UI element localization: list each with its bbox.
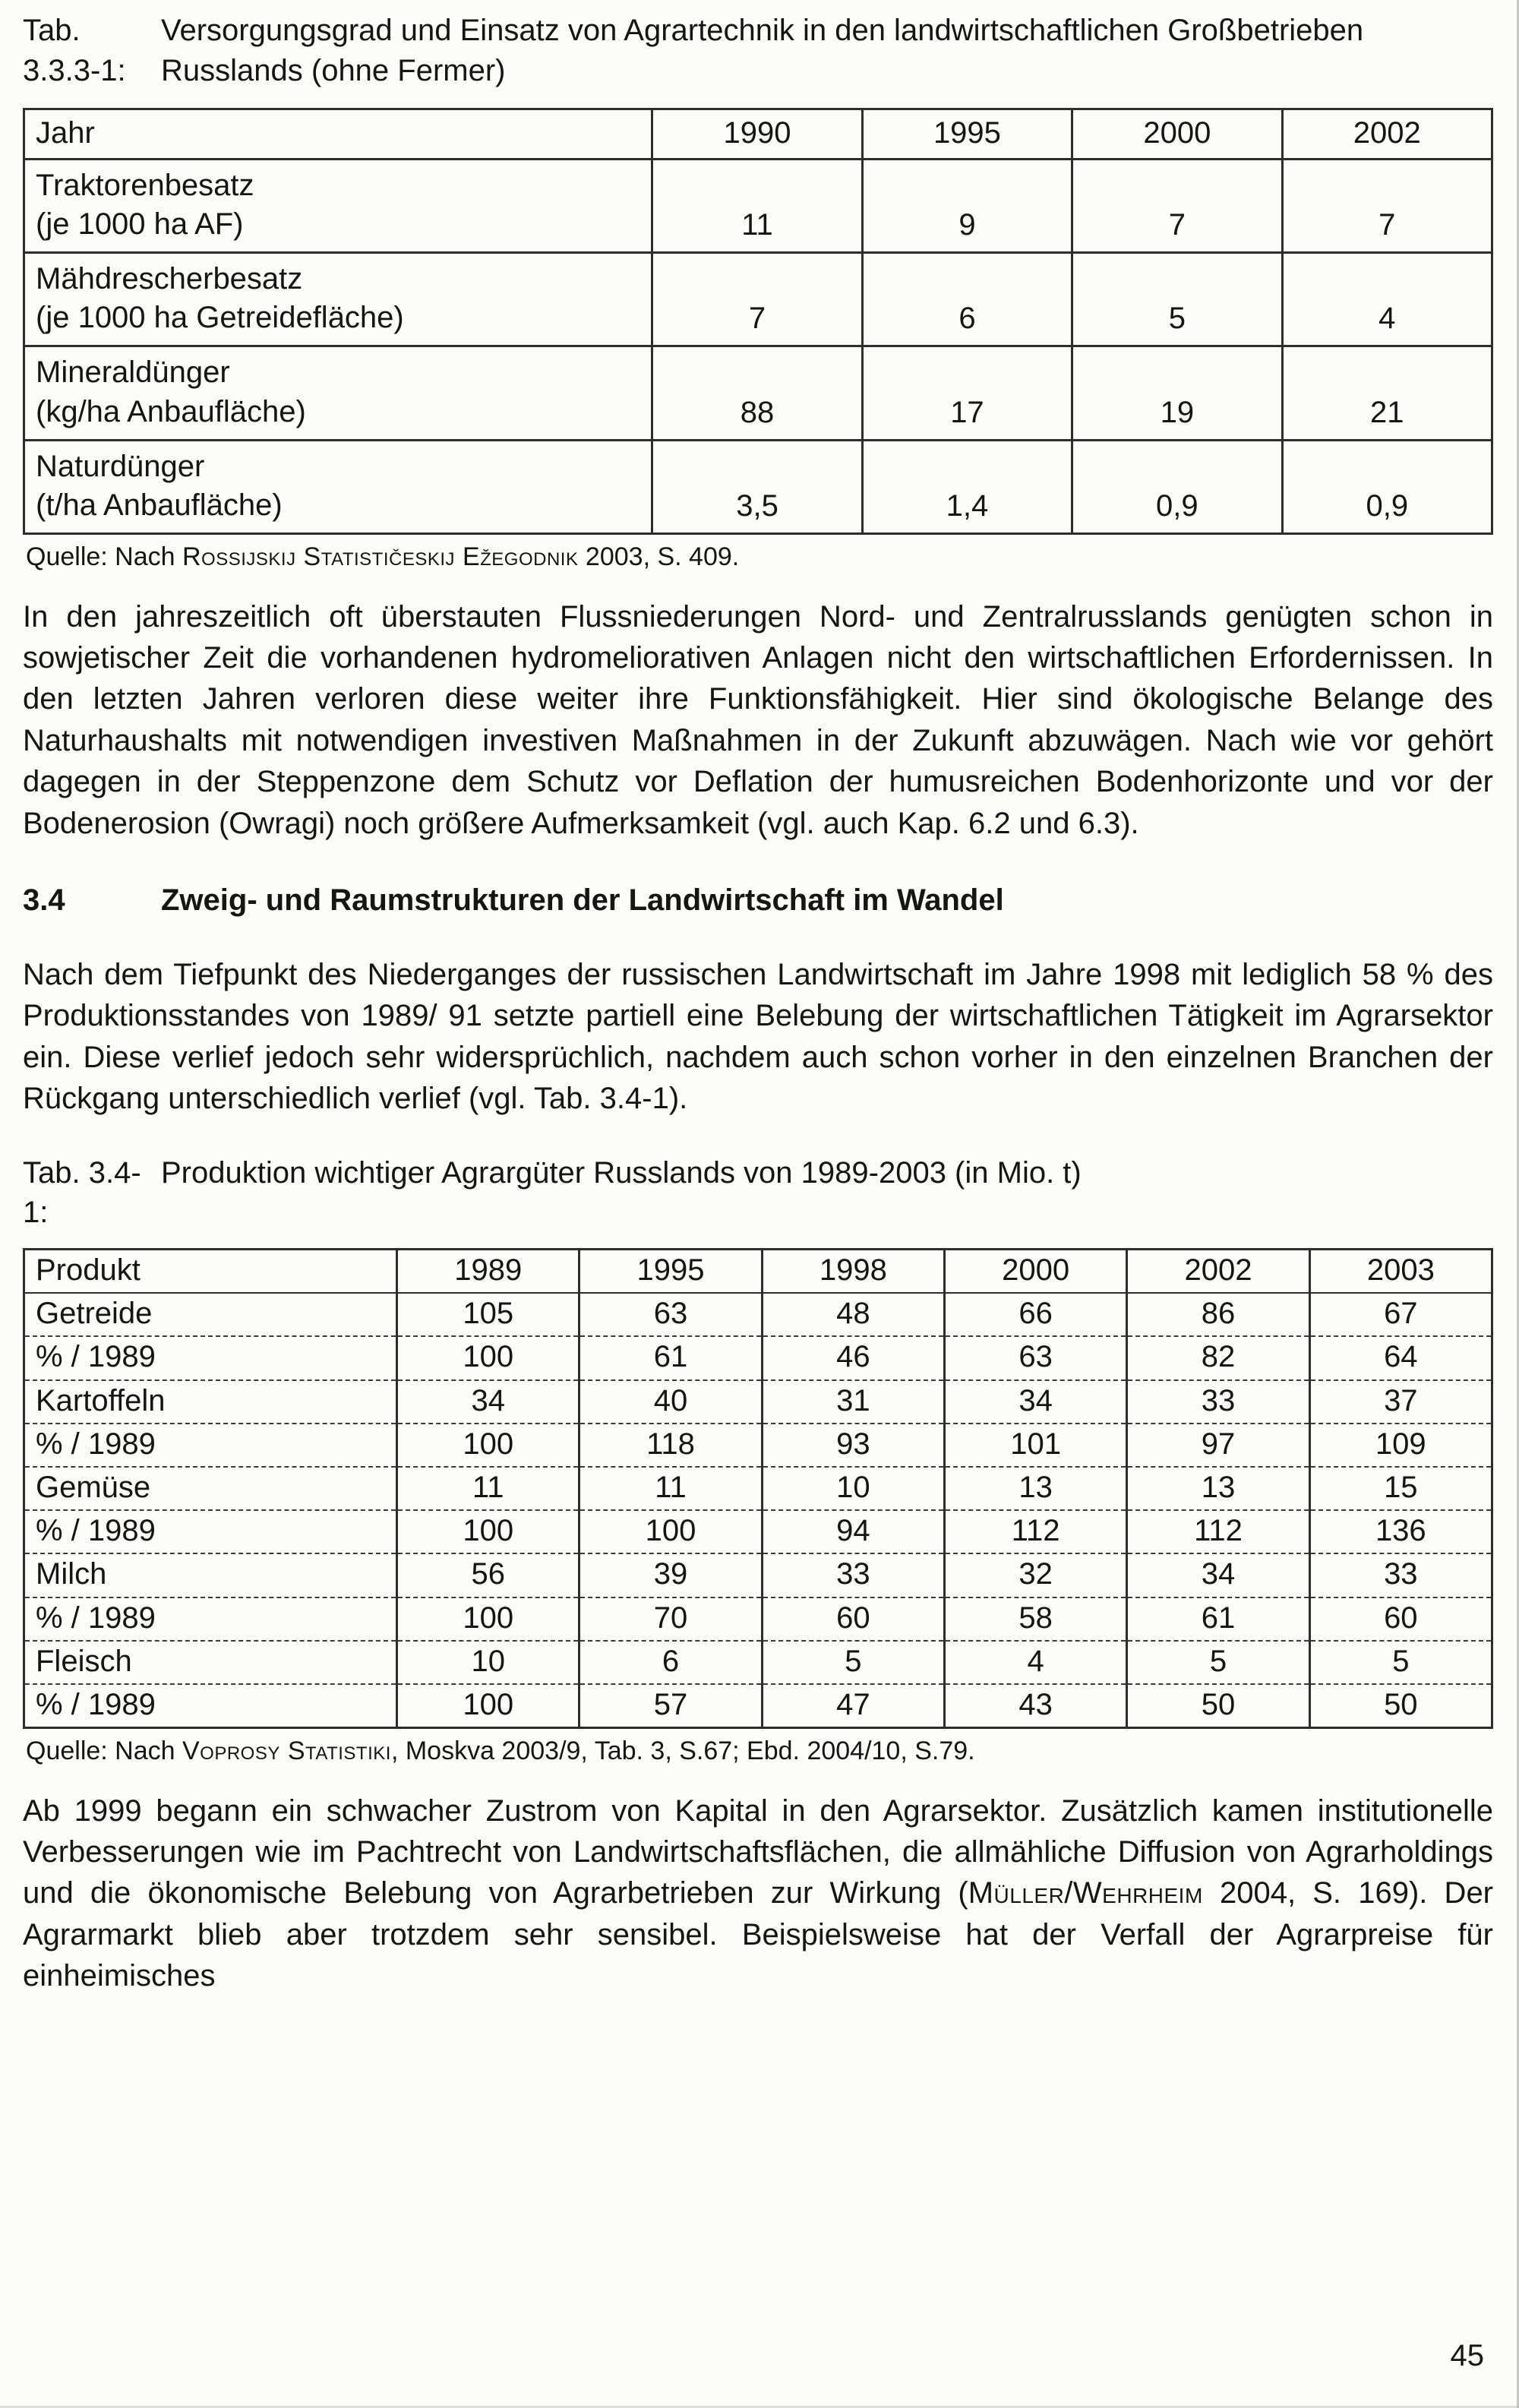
cell: 34 (945, 1380, 1127, 1424)
table2-caption-text: Produktion wichtiger Agrargüter Russlands von 1989-2003 (in Mio. t) (161, 1155, 1082, 1190)
table-row (24, 1467, 1492, 1510)
cell: 48 (762, 1293, 944, 1336)
cell: 60 (762, 1597, 944, 1641)
page-number: 45 (1450, 2339, 1484, 2372)
cell: 66 (945, 1293, 1127, 1336)
cell: 67 (1309, 1293, 1492, 1336)
paragraph-part: Ab 1999 begann ein schwacher Zustrom von Kapital in den Agrarsektor. Zusätzlich kamen institutionelle Verbesserungen wie im Pachtrecht von Landwirtschaftsflächen, die allmähliche Diffusion von Agrarholdings und die ökonomische Belebung von Agrarbetrieben zur Wirkung ( (23, 1793, 1493, 1910)
row-unit: (t/ha Anbaufläche) (36, 488, 283, 522)
cell: % / 1989 (24, 1510, 397, 1553)
cell: 46 (762, 1336, 944, 1379)
cell: 5 (1127, 1641, 1309, 1684)
cell: 100 (397, 1597, 579, 1641)
value-cell: 6 (862, 252, 1072, 346)
cell: 5 (762, 1641, 944, 1684)
value-cell: 19 (1072, 346, 1282, 440)
header-cell-year: 1995 (579, 1250, 762, 1294)
value-cell: 7 (1282, 159, 1492, 252)
cell: 50 (1309, 1684, 1492, 1728)
cell: 61 (1127, 1597, 1309, 1641)
cell: 13 (945, 1467, 1127, 1510)
cell: 33 (1127, 1380, 1309, 1424)
header-cell-jahr: Jahr (24, 109, 652, 159)
cell: % / 1989 (36, 1687, 156, 1721)
row-name: Mähdrescherbesatz (36, 261, 303, 295)
cell: Kartoffeln (24, 1380, 397, 1424)
cell: 82 (1127, 1336, 1309, 1379)
source-title: Voprosy Statistiki (182, 1736, 391, 1766)
table2-source (26, 1735, 1493, 1768)
cell: 109 (1309, 1424, 1492, 1467)
table-row (24, 1597, 1492, 1641)
cell: 58 (945, 1597, 1127, 1641)
value-cell: 4 (1282, 252, 1492, 346)
row-label-cell (24, 440, 652, 533)
cell: 40 (579, 1380, 762, 1424)
agritech-table (23, 108, 1493, 536)
value-cell: 0,9 (1072, 440, 1282, 533)
value-cell: 9 (862, 159, 1072, 252)
value-cell: 21 (1282, 346, 1492, 440)
table-row (24, 1336, 1492, 1379)
table1-caption-label: Tab. 3.3.3-1: (23, 14, 126, 87)
row-name: Mineraldünger (36, 356, 230, 390)
table-row (24, 252, 1492, 346)
cell: 100 (397, 1684, 579, 1728)
cell: Gemüse (24, 1467, 397, 1510)
cell: 63 (579, 1293, 762, 1336)
cell: 31 (762, 1380, 944, 1424)
cell: 37 (1309, 1380, 1492, 1424)
table2-caption (23, 1153, 1493, 1234)
table-row (24, 346, 1492, 440)
cell: 47 (762, 1684, 944, 1728)
value-cell: 0,9 (1282, 440, 1492, 533)
cell: 11 (397, 1467, 579, 1510)
paragraph-ab-1999 (23, 1790, 1493, 1997)
table-row (24, 1684, 1492, 1728)
table1-source (26, 541, 1493, 574)
cell: 118 (579, 1424, 762, 1467)
table-row (24, 1424, 1492, 1467)
cell: 43 (945, 1684, 1127, 1728)
value-cell: 1,4 (862, 440, 1072, 533)
value-cell: 7 (1072, 159, 1282, 252)
cell: 34 (1127, 1553, 1309, 1597)
cell: 63 (945, 1336, 1127, 1379)
cell: 60 (1309, 1597, 1492, 1641)
section-heading (23, 883, 1493, 918)
row-label-cell (24, 159, 652, 252)
cell: 105 (397, 1293, 579, 1336)
value-cell: 17 (862, 346, 1072, 440)
cell: Getreide (24, 1293, 397, 1336)
cell: 13 (1127, 1467, 1309, 1510)
header-cell-year: 2000 (1072, 109, 1282, 159)
cell: 112 (1127, 1510, 1309, 1553)
table-row (24, 1553, 1492, 1597)
table-row (24, 159, 1492, 252)
row-label-cell (24, 252, 652, 346)
cell: 10 (762, 1467, 944, 1510)
cell: % / 1989 (24, 1424, 397, 1467)
table-row (24, 440, 1492, 533)
cell: Fleisch (24, 1641, 397, 1684)
cell: 100 (397, 1336, 579, 1379)
cell: 100 (397, 1510, 579, 1553)
cell: 33 (1309, 1553, 1492, 1597)
cell: 86 (1127, 1293, 1309, 1336)
table1-caption-text: Versorgungsgrad und Einsatz von Agrartechnik in den landwirtschaftlichen Großbetrieben Russlands (ohne Fermer) (161, 14, 1364, 87)
cell: Milch (24, 1553, 397, 1597)
table-row (24, 1510, 1492, 1553)
cell: 101 (945, 1424, 1127, 1467)
header-cell-year: 2002 (1127, 1250, 1309, 1294)
table-header-row (24, 1250, 1492, 1294)
header-cell-year: 2000 (945, 1250, 1127, 1294)
value-cell: 7 (652, 252, 862, 346)
value-cell: 5 (1072, 252, 1282, 346)
cell: 32 (945, 1553, 1127, 1597)
row-name: Naturdünger (36, 449, 205, 483)
section-title: Zweig- und Raumstrukturen der Landwirtschaft im Wandel (161, 883, 1004, 917)
cell: 93 (762, 1424, 944, 1467)
source-prefix: Quelle: Nach (26, 542, 182, 572)
cell: 50 (1127, 1684, 1309, 1728)
header-cell-produkt: Produkt (24, 1250, 397, 1294)
cell: 64 (1309, 1336, 1492, 1379)
header-cell-year: 2002 (1282, 109, 1492, 159)
header-cell-year: 2003 (1309, 1250, 1492, 1294)
row-unit: (je 1000 ha AF) (36, 207, 244, 241)
header-cell-year: 1995 (862, 109, 1072, 159)
author-citation: Müller/Wehrheim (968, 1876, 1203, 1910)
cell: 10 (397, 1641, 579, 1684)
cell: 56 (397, 1553, 579, 1597)
value-cell: 11 (652, 159, 862, 252)
value-cell: 88 (652, 346, 862, 440)
section-number: 3.4 (23, 883, 65, 917)
row-unit: (kg/ha Anbaufläche) (36, 394, 306, 428)
cell: 57 (579, 1684, 762, 1728)
header-cell-year: 1998 (762, 1250, 944, 1294)
source-suffix: 2003, S. 409. (578, 542, 740, 572)
paragraph-flood-plains: In den jahreszeitlich oft überstauten Flussniederungen Nord- und Zentralrusslands genügten schon in sowjetischer Zeit die vorhandenen hydromeliorativen Anlagen nicht den wirtschaftlichen Erfordernissen. In den letzten Jahren verloren diese weiter ihre Funktionsfähigkeit. Hier sind ökologische Belange des Naturhaushalts mit notwendigen investiven Maßnahmen in der Zukunft abzuwägen. Nach wie vor gehört dagegen in der Steppenzone dem Schutz vor Deflation der humusreichen Bodenhorizonte und vor der Bodenerosion (Owragi) noch größere Aufmerksamkeit (vgl. auch Kap. 6.2 und 6.3). (23, 599, 1493, 840)
table1-caption (23, 11, 1493, 91)
cell: 34 (397, 1380, 579, 1424)
cell: 100 (579, 1510, 762, 1553)
cell: 4 (945, 1641, 1127, 1684)
table-header-row (24, 109, 1492, 159)
table-row (24, 1380, 1492, 1424)
cell: 33 (762, 1553, 944, 1597)
cell: 5 (1309, 1641, 1492, 1684)
cell: 11 (579, 1467, 762, 1510)
cell: % / 1989 (24, 1336, 397, 1379)
cell: 39 (579, 1553, 762, 1597)
cell: 6 (579, 1641, 762, 1684)
cell: % / 1989 (24, 1597, 397, 1641)
cell: 100 (397, 1424, 579, 1467)
row-label-cell (24, 346, 652, 440)
cell: 136 (1309, 1510, 1492, 1553)
production-table (23, 1248, 1493, 1729)
source-title: Rossijskij Statističeskij Ežegodnik (182, 542, 579, 572)
table-row (24, 1641, 1492, 1684)
cell: 94 (762, 1510, 944, 1553)
table2-caption-label: Tab. 3.4-1: (23, 1155, 141, 1230)
cell: 61 (579, 1336, 762, 1379)
source-suffix: , Moskva 2003/9, Tab. 3, S.67; Ebd. 2004/10, S.79. (390, 1736, 975, 1766)
header-cell-year: 1989 (397, 1250, 579, 1294)
cell: 15 (1309, 1467, 1492, 1510)
row-name: Traktorenbesatz (36, 168, 254, 202)
cell: 70 (579, 1597, 762, 1641)
value-cell: 3,5 (652, 440, 862, 533)
paragraph-part: 2004, S. 169). Der Agrarmarkt blieb aber trotzdem sehr sensibel. Beispielsweise hat der Verfall der Agrarpreise für einheimisches (23, 1876, 1494, 1993)
cell: 97 (1127, 1424, 1309, 1467)
paragraph-tiefpunkt: Nach dem Tiefpunkt des Niederganges der russischen Landwirtschaft im Jahre 1998 mit lediglich 58 % des Produktionsstandes von 1989/ 91 setzte partiell eine Belebung der wirtschaftlichen Tätigkeit im Agrarsektor ein. Diese verlief jedoch sehr widersprüchlich, nachdem auch schon vorher in den einzelnen Branchen der Rückgang unterschiedlich verlief (vgl. Tab. 3.4-1). (23, 957, 1493, 1116)
table-row (24, 1293, 1492, 1336)
cell: 112 (945, 1510, 1127, 1553)
header-cell-year: 1990 (652, 109, 862, 159)
row-unit: (je 1000 ha Getreidefläche) (36, 301, 404, 335)
source-prefix: Quelle: Nach (26, 1736, 182, 1766)
